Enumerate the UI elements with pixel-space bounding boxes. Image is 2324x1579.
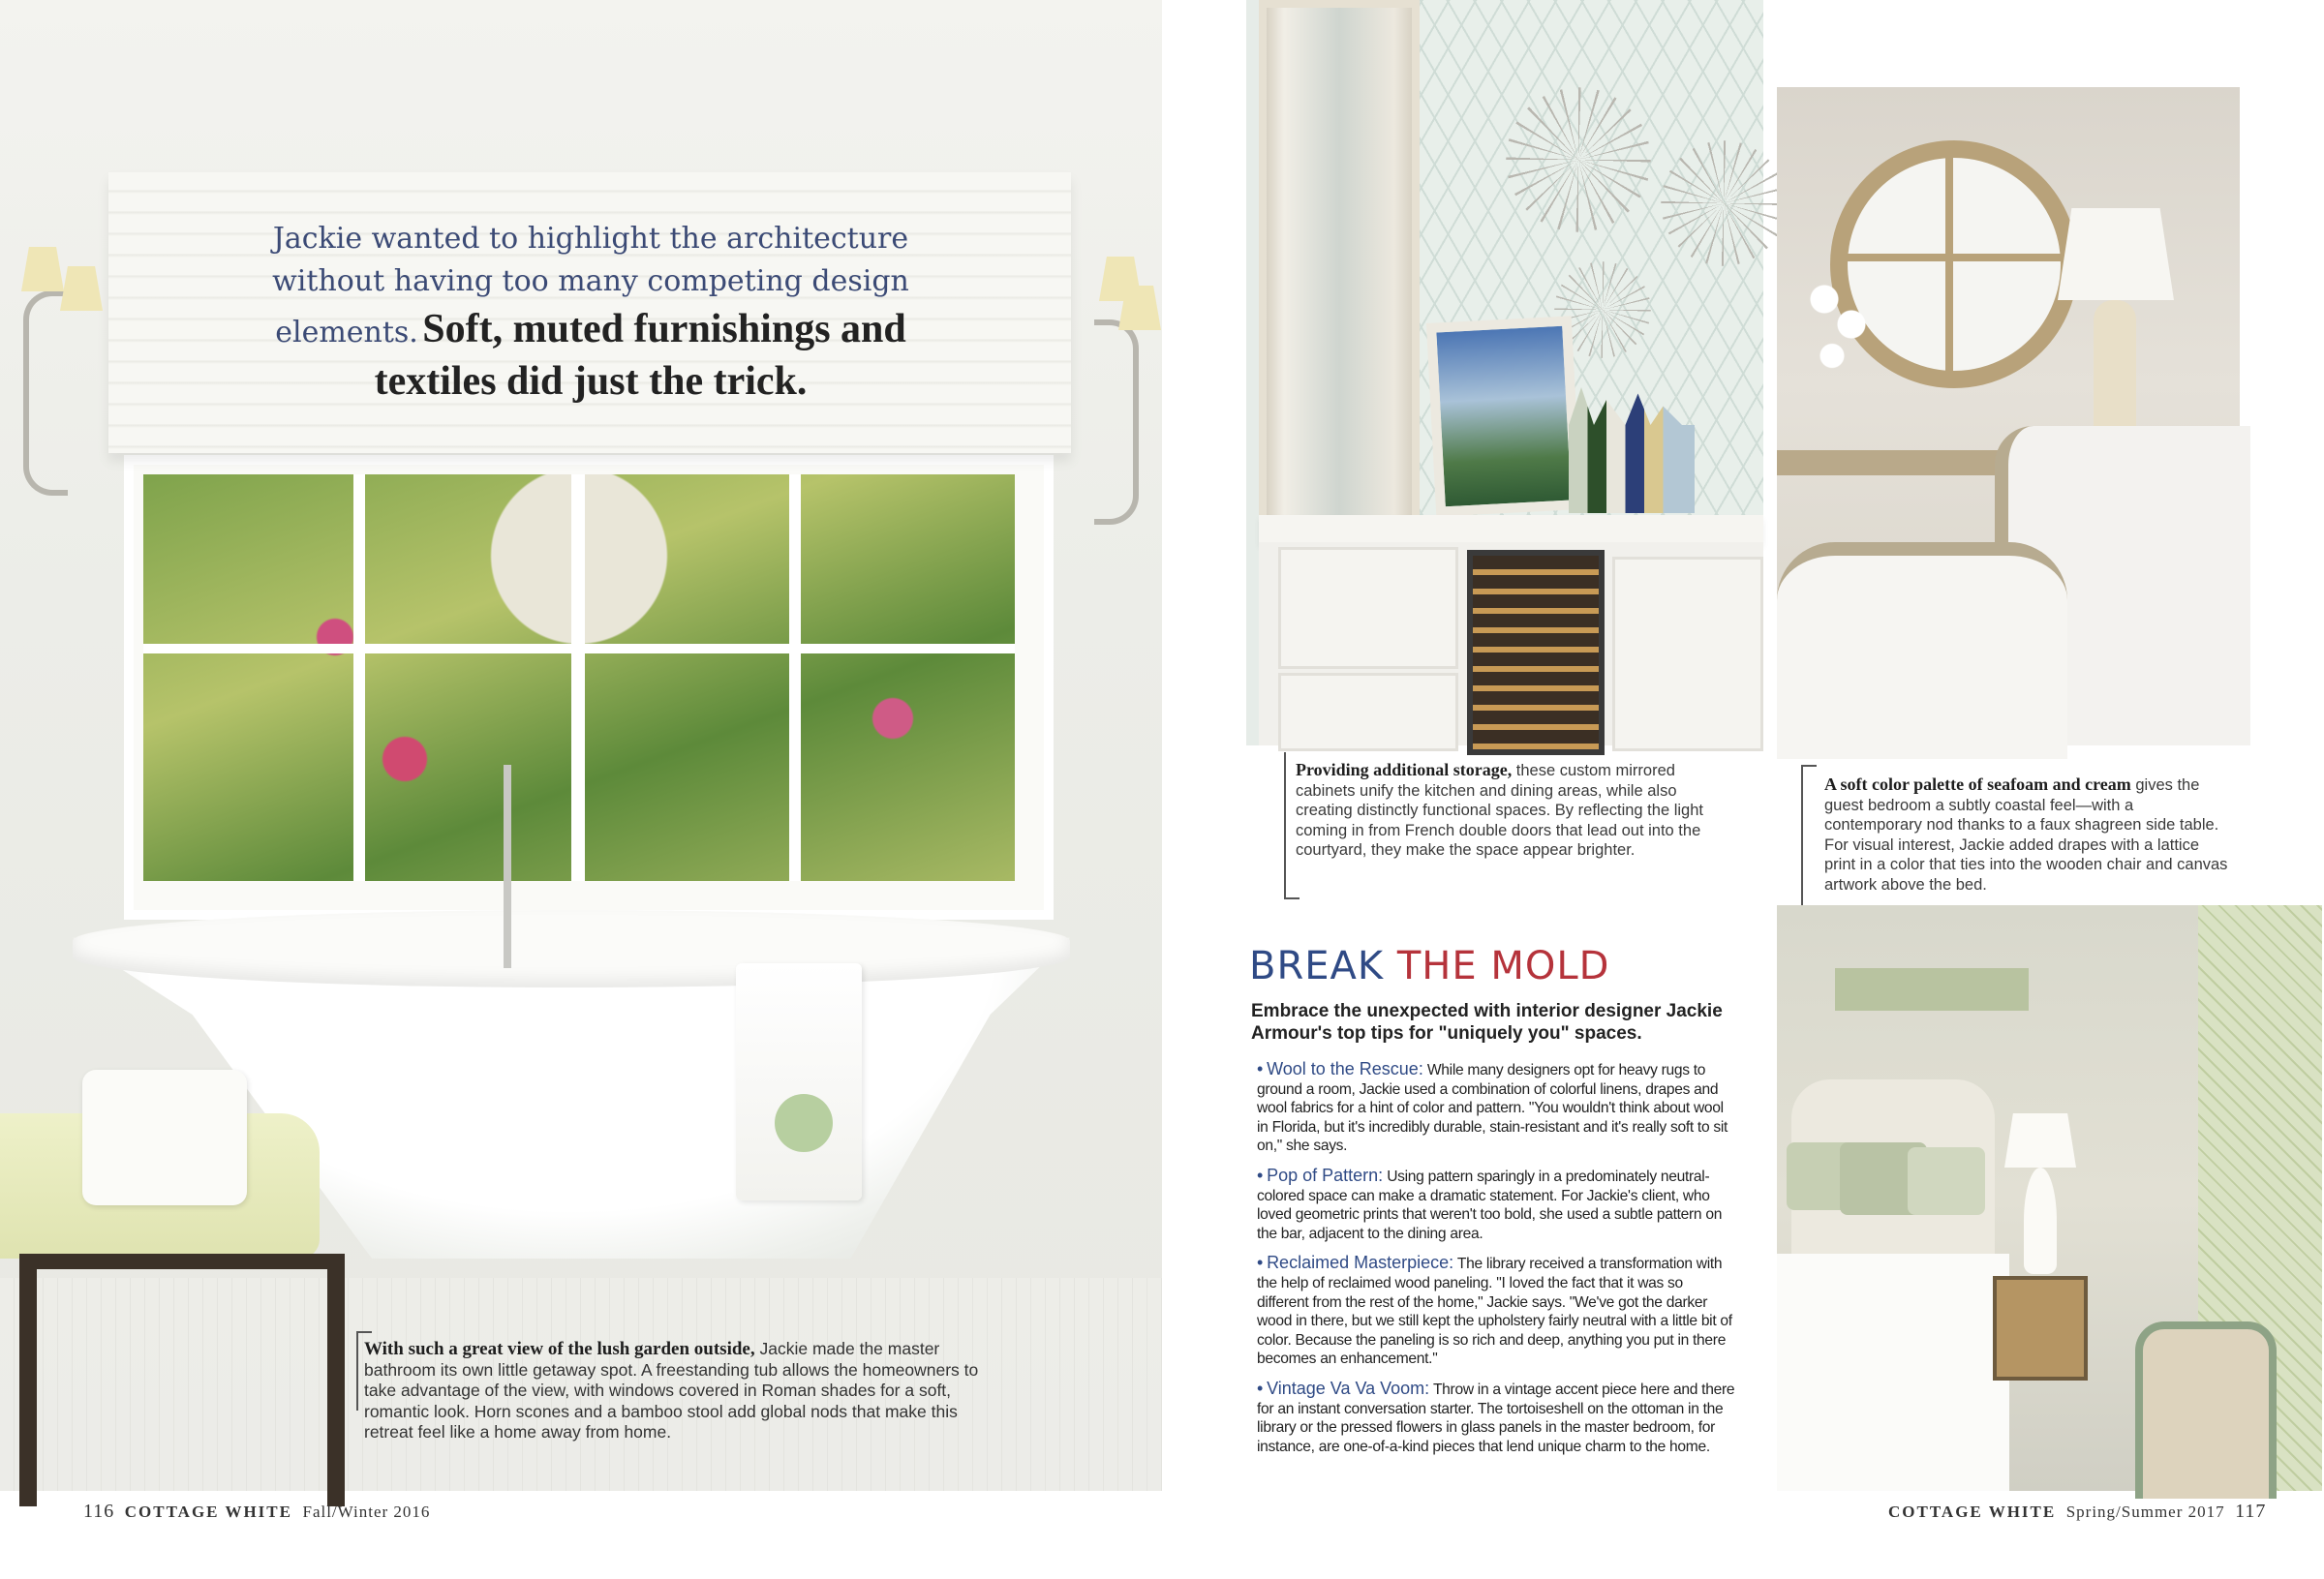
caption-lead: A soft color palette of seafoam and cream — [1824, 774, 2131, 794]
tip-body: Using pattern sparingly in a predominately neutral-colored space can make a dramatic statement. For Jackie's client, who loved geometric prints that weren't too bold, she used a subtle pattern on the bar, adjacent to the dining area. — [1257, 1168, 1723, 1242]
pull-quote-emphasis: Soft, muted furnishings and textiles did just the trick. — [374, 307, 906, 404]
page-number: 116 — [83, 1501, 115, 1522]
shagreen-side-table — [1993, 1276, 2088, 1381]
canvas-artwork — [1835, 968, 2029, 1011]
tip-item — [1257, 1380, 1735, 1456]
sidebar-title-word1: BREAK — [1249, 944, 1385, 988]
tip-body: The library received a transformation with the help of reclaimed wood paneling. "I loved the fact that it was so different from the rest of the home," Jackie says. "We've got the darker wood in there, but we still kept the upholstery fairly neutral with a little bit of color. Because the paneling is so rich and deep, anything you put in there becomes an enhancement." — [1257, 1256, 1732, 1368]
tips-list — [1257, 1060, 1735, 1467]
bar-counter — [1259, 515, 1763, 544]
orchid — [1801, 261, 1879, 387]
tip-title: Pop of Pattern: — [1267, 1165, 1384, 1185]
bathroom-caption — [364, 1339, 1003, 1443]
magazine-name: COTTAGE WHITE — [124, 1503, 292, 1521]
tip-title: Wool to the Rescue: — [1267, 1059, 1423, 1078]
landscape-painting — [1426, 316, 1581, 517]
pillow — [1908, 1147, 1985, 1215]
bullet-icon: • — [1257, 1253, 1264, 1273]
wine-fridge — [1467, 550, 1605, 755]
storage-caption — [1296, 760, 1706, 861]
tip-item — [1257, 1254, 1735, 1369]
lamp-base — [2024, 1168, 2057, 1274]
starburst-decor — [1661, 140, 1787, 266]
left-folio — [83, 1501, 430, 1523]
tip-body: Throw in a vintage accent piece here and there for an instant conversation starter. The tortoiseshell on the ottoman in the library or the pressed flowers in glass panels in the master bedroom, for instance, are one-of-a-kind pieces that lend unique charm to the home. — [1257, 1381, 1735, 1455]
tub-rim — [73, 910, 1070, 987]
window-mullion — [353, 474, 365, 881]
glass-cabinet — [1259, 0, 1420, 529]
issue-name: Spring/Summer 2017 — [2065, 1503, 2225, 1521]
caption-lead: With such a great view of the lush garden outside, — [364, 1339, 755, 1359]
page-number: 117 — [2235, 1501, 2267, 1522]
mirror-lattice — [1848, 254, 2061, 261]
caption-body: these custom mirrored cabinets unify the kitchen and dining areas, while also creating distinctly functional spaces. By reflecting the light coming in from French double doors that lead out into the courtyard, they make the space appear brighter. — [1296, 762, 1703, 859]
magazine-name: COTTAGE WHITE — [1888, 1503, 2057, 1521]
window-mullion — [789, 474, 801, 881]
tip-title: Vintage Va Va Voom: — [1267, 1378, 1430, 1398]
sidebar-title-word2: THE MOLD — [1396, 944, 1610, 988]
armchair — [1777, 542, 2067, 759]
mirror-lattice — [1945, 158, 1953, 371]
tub-faucet — [504, 765, 511, 968]
lamp-base — [2094, 300, 2136, 445]
stool-legs — [19, 1254, 345, 1506]
window-mullion — [571, 474, 585, 881]
towel-print — [775, 1094, 833, 1152]
bed — [1777, 1254, 2009, 1491]
pull-quote-lead: Jackie wanted to highlight the architecture without having too many competing design elements. — [272, 222, 909, 349]
tip-body: While many designers opt for heavy rugs to ground a room, Jackie used a combination of colorful linens, drapes and wool fabrics for a hint of color and pattern. "You wouldn't think about wool in Florida, but it's incredibly durable, stain-resistant and it's really soft to sit on," she says. — [1257, 1062, 1728, 1155]
cabinet-drawer — [1278, 673, 1458, 751]
window-rail — [143, 644, 1015, 653]
pull-quote — [242, 218, 939, 408]
cabinet-door — [1612, 557, 1763, 751]
tip-item — [1257, 1060, 1735, 1156]
wooden-chair — [2135, 1321, 2277, 1499]
sidebar-title — [1249, 944, 1609, 988]
cabinet-door — [1278, 547, 1458, 669]
tip-title: Reclaimed Masterpiece: — [1267, 1253, 1454, 1273]
starburst-decor — [1506, 87, 1651, 232]
lamp-shade — [2004, 1113, 2076, 1168]
bullet-icon: • — [1257, 1378, 1264, 1398]
folded-towels — [82, 1070, 247, 1205]
caption-body: gives the guest bedroom a subtly coastal feel—with a contemporary nod thanks to a faux shagreen side table. For visual interest, Jackie added drapes with a lattice print in a color that ties into the wooden chair and canvas artwork above the bed. — [1824, 776, 2228, 894]
bullet-icon: • — [1257, 1059, 1264, 1078]
caption-lead: Providing additional storage, — [1296, 760, 1513, 779]
caption-body: Jackie made the master bathroom its own little getaway spot. A freestanding tub allows the homeowners to take advantage of the view, with windows covered in Roman shades for a soft, romantic look. Horn scones and a bamboo stool add global nods that make this retreat feel like a home away from home. — [364, 1339, 979, 1442]
tip-item — [1257, 1167, 1735, 1243]
left-sconce — [23, 290, 68, 496]
issue-name: Fall/Winter 2016 — [302, 1503, 431, 1521]
sidebar-intro: Embrace the unexpected with interior designer Jackie Armour's top tips for "uniquely you" spaces. — [1251, 1001, 1723, 1044]
right-sconce — [1094, 319, 1139, 525]
bedroom-caption — [1824, 774, 2231, 895]
lamp-shade — [2058, 208, 2174, 300]
bullet-icon: • — [1257, 1165, 1264, 1185]
right-folio — [1888, 1501, 2266, 1523]
hand-towel — [736, 963, 862, 1200]
